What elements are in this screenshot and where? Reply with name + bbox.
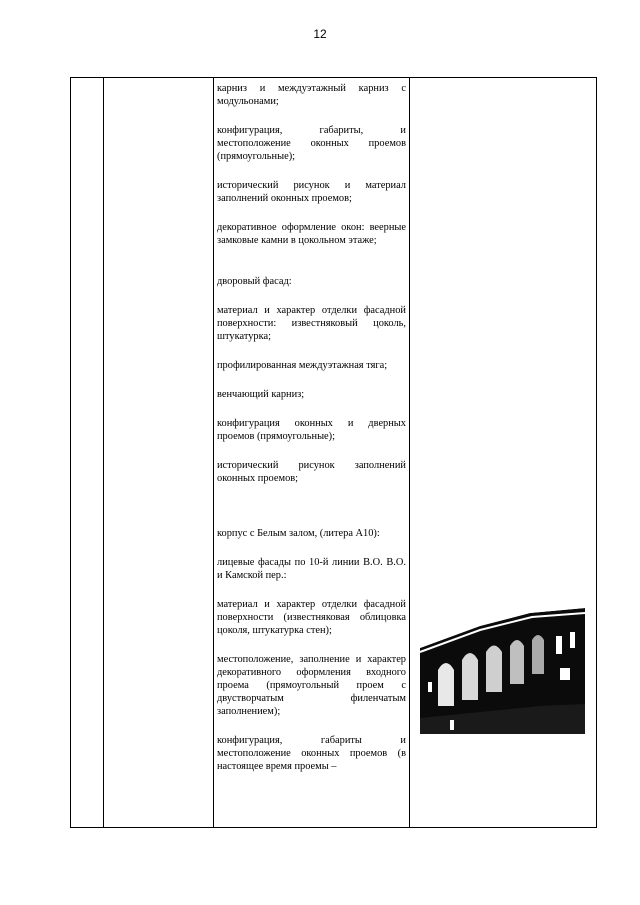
list-item: корпус с Белым залом, (литера А10): bbox=[217, 528, 380, 539]
list-item: местоположение, заполнение и характер декоративного оформления входного проема (прямоугольный проем с двустворчатым филенчатым заполнением); bbox=[217, 654, 406, 717]
list-item: декоративное оформление окон: веерные замковые камни в цокольном этаже; bbox=[217, 222, 406, 246]
list-item: карниз и междуэтажный карниз с модульонами; bbox=[217, 83, 406, 107]
page-number: 12 bbox=[313, 27, 327, 41]
list-item: исторический рисунок заполнений оконных проемов; bbox=[217, 460, 406, 484]
list-item: материал и характер отделки фасадной поверхности: известняковый цоколь, штукатурка; bbox=[217, 305, 406, 342]
column-divider-3 bbox=[409, 77, 410, 828]
list-item: дворовый фасад: bbox=[217, 276, 292, 287]
list-item: лицевые фасады по 10-й линии В.О. В.О. и Камской пер.: bbox=[217, 557, 406, 581]
table-border-right bbox=[596, 77, 597, 828]
list-item: венчающий карниз; bbox=[217, 389, 305, 400]
list-item: конфигурация, габариты и местоположение оконных проемов (в настоящее время проемы – bbox=[217, 735, 406, 772]
text-column bbox=[217, 82, 406, 789]
list-item: профилированная междуэтажная тяга; bbox=[217, 360, 388, 371]
list-item: конфигурация, габариты, и местоположение оконных проемов (прямоугольные); bbox=[217, 125, 406, 162]
document-table bbox=[70, 77, 597, 828]
list-item: конфигурация оконных и дверных проемов (прямоугольные); bbox=[217, 418, 406, 442]
table-border-top bbox=[70, 77, 597, 78]
column-divider-1 bbox=[103, 77, 104, 828]
column-divider-2 bbox=[213, 77, 214, 828]
list-item: исторический рисунок и материал заполнений оконных проемов; bbox=[217, 180, 406, 204]
table-border-left bbox=[70, 77, 71, 828]
building-photo bbox=[420, 608, 585, 734]
list-item: материал и характер отделки фасадной поверхности (известняковая облицовка цоколя, штукатурка стен); bbox=[217, 599, 406, 636]
table-border-bottom bbox=[70, 827, 597, 828]
